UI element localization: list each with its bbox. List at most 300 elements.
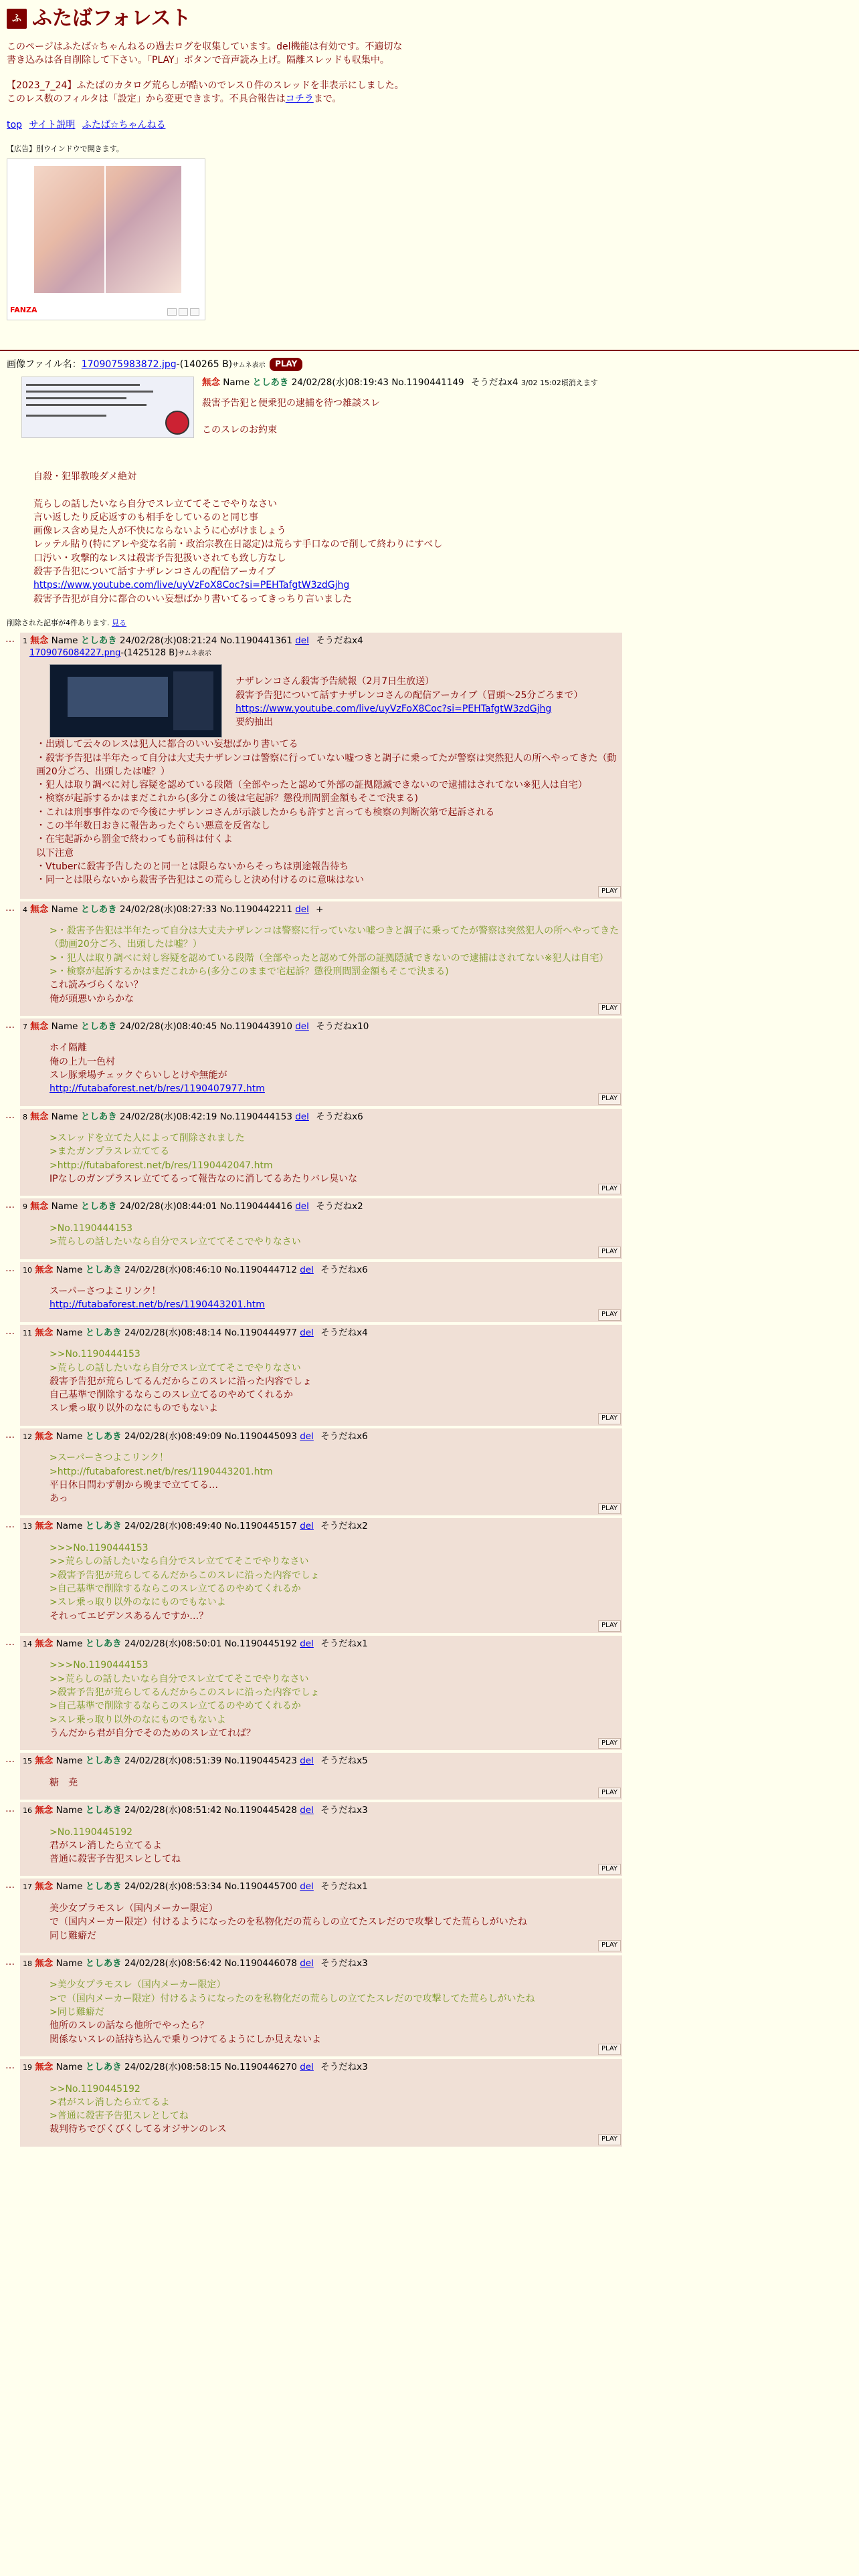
- reply-play-button[interactable]: PLAY: [598, 886, 621, 897]
- op-thumbnail[interactable]: [21, 377, 194, 438]
- reply-thumbnail[interactable]: [50, 664, 222, 738]
- reply-dots: …: [5, 902, 15, 914]
- reply-line: 自己基準で削除するならこのスレ立てるのやめてくれるか: [50, 1390, 293, 1401]
- reply-datetime: 24/02/28(水)08:21:24: [120, 635, 217, 646]
- reply-number[interactable]: No.1190442211: [219, 903, 292, 915]
- reply-line: >普通に殺害予告犯スレとしてね: [50, 2111, 189, 2122]
- intro-paragraph-1: このページはふたば☆ちゃんねるの過去ログを収集しています。del機能は有効です。不適切な書き込みは各自削除して下さい。「PLAY」ボタンで音声読み上げ。隔離スレッドも収集中。: [7, 41, 403, 66]
- reply-line: それってエビデンスあるんですか…？: [50, 1610, 209, 1622]
- reply-dots: …: [5, 1325, 15, 1337]
- nav-top-link[interactable]: top: [7, 119, 22, 130]
- reply-number[interactable]: No.1190445093: [224, 1430, 297, 1442]
- reply-play-button[interactable]: PLAY: [598, 1503, 621, 1515]
- reply-sodane[interactable]: そうだねx3: [320, 1957, 368, 1969]
- reply-del-link[interactable]: del: [295, 1111, 309, 1122]
- reply-wrap: [5, 1018, 859, 1106]
- reply-body: [50, 1902, 622, 1943]
- reply-index: 12: [23, 1432, 32, 1441]
- reply-number[interactable]: No.1190446078: [224, 1957, 297, 1969]
- reply: [20, 1018, 622, 1106]
- reply-header: [23, 1638, 622, 1651]
- reply: [20, 2059, 622, 2147]
- reply-line: ナザレンコさん殺害予告続報（2月7日生放送）: [235, 676, 435, 687]
- reply-number[interactable]: No.1190445428: [224, 1805, 297, 1816]
- reply-line: 裁判待ちでびくびくしてるオジサンのレス: [50, 2124, 227, 2135]
- intro-paragraph-2: [7, 79, 408, 106]
- reply-thumb-note: サムネ表示: [178, 650, 211, 658]
- reply-wrap: [5, 1262, 859, 1322]
- reply-play-button[interactable]: PLAY: [598, 2044, 621, 2055]
- nav-links: [7, 118, 852, 132]
- reply-attachment-text: [235, 664, 583, 738]
- reply-line: うんだから君が自分でそのためのスレ立てれば？: [50, 1727, 256, 1739]
- reply-wrap: [5, 2059, 859, 2147]
- reply-body: [50, 1826, 622, 1866]
- deleted-note: [7, 618, 852, 629]
- reply-subject: 無念: [30, 1111, 49, 1122]
- reply-line: >スレ乗っ取り以外のなにものでもないよ: [50, 1597, 226, 1608]
- reply-body: [50, 1285, 622, 1312]
- reply-wrap: [5, 1198, 859, 1259]
- reply-number[interactable]: No.1190444712: [224, 1264, 297, 1275]
- op-thumb-line: [26, 415, 106, 417]
- reply-datetime: 24/02/28(水)08:50:01: [124, 1638, 222, 1649]
- reply-line: 殺害予告犯について話すナザレンコさんの配信アーカイブ（冒頭〜25分ごろまで）: [235, 689, 583, 701]
- reply-play-button[interactable]: PLAY: [598, 1184, 621, 1195]
- reply-play-button[interactable]: PLAY: [598, 1003, 621, 1014]
- reply-datetime: 24/02/28(水)08:51:39: [124, 1755, 222, 1767]
- reply-datetime: 24/02/28(水)08:27:33: [120, 903, 217, 915]
- reply-name-label: Name: [56, 1881, 83, 1893]
- reply-line: スーパーさつよこリンク！: [50, 1286, 161, 1297]
- reply-dots: …: [5, 1109, 15, 1121]
- reply-name-label: Name: [51, 1111, 78, 1122]
- reply-index: 18: [23, 1959, 32, 1968]
- reply-line: で（国内メーカー限定）付けるようになったのを私物化だの荒らしの立てたスレだので攻撃してた荒らしがいたね: [50, 1917, 527, 1928]
- reply-line: >スレ乗っ取り以外のなにものでもないよ: [50, 1714, 226, 1725]
- reply-number[interactable]: No.1190441361: [219, 635, 292, 646]
- reply-wrap: [5, 1109, 859, 1196]
- reply-name: としあき: [85, 1957, 122, 1969]
- reply-header: [23, 1804, 622, 1818]
- reply-name: としあき: [80, 1111, 117, 1122]
- reply-play-button[interactable]: PLAY: [598, 1620, 621, 1632]
- reply-index: 9: [23, 1202, 27, 1212]
- reply-header: [23, 1327, 622, 1340]
- reply-dots: …: [5, 1880, 15, 1891]
- reply-header: [23, 1881, 622, 1894]
- reply-line: >>No.1190444153: [50, 1349, 140, 1360]
- reply-play-button[interactable]: PLAY: [598, 1940, 621, 1951]
- reply-subject: 無念: [35, 1430, 54, 1442]
- deleted-note-text: 削除された記事が4件あります.: [7, 618, 110, 627]
- reply-name-label: Name: [51, 1201, 78, 1212]
- reply-del-link[interactable]: del: [300, 1881, 314, 1893]
- reply-datetime: 24/02/28(水)08:40:45: [120, 1021, 217, 1032]
- reply-name-label: Name: [56, 2061, 83, 2072]
- reply-name: としあき: [85, 2061, 122, 2072]
- op-line: [33, 484, 852, 498]
- op-youtube-link[interactable]: https://www.youtube.com/live/uyVzFoX8Coc?si=PEHTafgtW3zdGjhg: [33, 580, 350, 591]
- intro-paragraph-2-tail: まで。: [313, 94, 342, 105]
- reply-line: スレ豚乗場チェックぐらいしとけや無能が: [50, 1070, 227, 1081]
- reply-play-button[interactable]: PLAY: [598, 1738, 621, 1749]
- reply-del-link[interactable]: del: [300, 1521, 314, 1532]
- reply-body: [50, 1541, 622, 1623]
- reply-line: >スーパーさつよこリンク！: [50, 1453, 169, 1464]
- reply: [20, 633, 622, 899]
- reply-body: [50, 1451, 622, 1505]
- reply-body: [50, 924, 622, 1006]
- reply-dots: …: [5, 1636, 15, 1648]
- reply-name-label: Name: [56, 1521, 83, 1532]
- reply-line: >>>No.1190444153: [50, 1660, 149, 1671]
- reply-line: >>>No.1190444153: [50, 1543, 149, 1554]
- op-thumb-line: [26, 391, 153, 393]
- reply-play-button[interactable]: PLAY: [598, 1093, 621, 1105]
- reply-name: としあき: [85, 1805, 122, 1816]
- op-name: としあき: [252, 377, 289, 389]
- reply-sodane[interactable]: +: [316, 903, 324, 915]
- reply-name: としあき: [85, 1264, 122, 1275]
- reply-subject: 無念: [35, 1805, 54, 1816]
- reply-subject: 無念: [30, 1201, 49, 1212]
- reply-line: 平日休日問わず朝から晩まで立ててる…: [50, 1479, 218, 1491]
- reply-number[interactable]: No.1190446270: [224, 2061, 297, 2072]
- reply-subject: 無念: [35, 1957, 54, 1969]
- reply-play-button[interactable]: PLAY: [598, 1788, 621, 1799]
- reply-subject: 無念: [35, 1264, 54, 1275]
- reply-line: 君がスレ消したら立てるよ: [50, 1840, 162, 1851]
- intro-text: [7, 40, 408, 106]
- reply: [20, 1325, 622, 1426]
- reply-sodane[interactable]: そうだねx6: [320, 1430, 368, 1442]
- reply-line: 俺の上九一色村: [50, 1056, 115, 1067]
- reply: [20, 1198, 622, 1259]
- reply-line: >荒らしの話したいなら自分でスレ立ててそこでやりなさい: [50, 1237, 301, 1248]
- op-number[interactable]: No.1190441149: [391, 377, 464, 389]
- reply-body: [50, 1222, 622, 1249]
- reply-datetime: 24/02/28(水)08:58:15: [124, 2061, 222, 2072]
- reply-dots: …: [5, 1754, 15, 1765]
- reply-del-link[interactable]: del: [295, 635, 309, 646]
- reply-line: [50, 1298, 622, 1311]
- reply-line: 美少女プラモスレ（国内メーカー限定）: [50, 1903, 218, 1915]
- reply-thread-link[interactable]: http://futabaforest.net/b/res/1190443201.htm: [50, 1299, 265, 1311]
- reply-datetime: 24/02/28(水)08:46:10: [124, 1264, 222, 1275]
- reply-del-link[interactable]: del: [300, 1638, 314, 1649]
- reply-line: >スレッドを立てた人によって削除されました: [50, 1133, 245, 1144]
- reply-number[interactable]: No.1190445700: [224, 1881, 297, 1893]
- reply-index: 17: [23, 1883, 32, 1892]
- reply-line: あっ: [50, 1493, 68, 1505]
- reply-attachment-info: [29, 647, 622, 660]
- reply-wrap: [5, 1753, 859, 1800]
- reply-del-link[interactable]: del: [300, 1755, 314, 1767]
- reply-name-label: Name: [56, 1638, 83, 1649]
- reply-body: [50, 1348, 622, 1415]
- reply-del-link[interactable]: del: [300, 1430, 314, 1442]
- reply-line: ・同一とは限らないから殺害予告犯はこの荒らしと決め付けるのに意味はない: [36, 875, 364, 886]
- reply-del-link[interactable]: del: [295, 1021, 309, 1032]
- reply-line: ・出頭して云々のレスは犯人に都合のいい妄想ばかり書いてる: [36, 739, 298, 750]
- reply-line: これ読みづらくない？: [50, 980, 143, 991]
- reply: [20, 1955, 622, 2056]
- op-datetime: 24/02/28(水)08:19:43: [291, 377, 389, 389]
- reply-line: ・殺害予告犯は半年たって自分は大丈夫ナザレンコは警察に行っていない嘘つきと調子に乗ってたが警察は突然犯人の所へやってきた（動画20分ごろ、出頭したは嘘？）: [36, 752, 617, 777]
- reply: [20, 1753, 622, 1800]
- reply-line: >荒らしの話したいなら自分でスレ立ててそこでやりなさい: [50, 1362, 301, 1374]
- reply-line: 糖 尭: [50, 1777, 78, 1788]
- reply-subject: 無念: [30, 1021, 49, 1032]
- reply-name-label: Name: [56, 1264, 83, 1275]
- reply-line: >No.1190444153: [50, 1222, 133, 1234]
- reply-line: >で（国内メーカー限定）付けるようになったのを私物化だの荒らしの立てたスレだので攻撃してた荒らしがいたね: [50, 1993, 535, 2004]
- reply-body: [50, 1776, 622, 1790]
- op-line: [202, 410, 852, 423]
- reply-line: IPなしのガンプラスレ立ててるって報告なのに消してるあたりバレ臭いな: [50, 1174, 358, 1185]
- reply-datetime: 24/02/28(水)08:48:14: [124, 1327, 222, 1338]
- reply-sodane[interactable]: そうだねx4: [316, 635, 363, 646]
- op-file-link[interactable]: 1709075983872.jpg: [81, 358, 177, 370]
- reply-thread-link[interactable]: http://futabaforest.net/b/res/1190407977.htm: [50, 1083, 265, 1095]
- reply-name: としあき: [85, 1521, 122, 1532]
- reply-name-label: Name: [56, 1957, 83, 1969]
- reply-line: >自己基準で削除するならこのスレ立てるのやめてくれるか: [50, 1583, 301, 1594]
- reply-play-button[interactable]: PLAY: [598, 1309, 621, 1321]
- reply-sodane[interactable]: そうだねx2: [320, 1521, 368, 1532]
- report-link[interactable]: コチラ: [285, 94, 314, 105]
- reply: [20, 1802, 622, 1876]
- reply-line: 以下注意: [36, 847, 74, 859]
- reply-wrap: [5, 1428, 859, 1516]
- op-expiry: 3/02 15:02頃消えます: [520, 379, 598, 388]
- site-title: ふたばフォレスト: [32, 7, 191, 30]
- reply: [20, 1879, 622, 1952]
- nav-about-link[interactable]: サイト説明: [29, 119, 76, 130]
- reply-subject: 無念: [35, 1638, 54, 1649]
- reply: [20, 901, 622, 1016]
- reply-line: 同じ難癖だ: [50, 1930, 96, 1941]
- reply: [20, 1109, 622, 1196]
- reply-number[interactable]: No.1190445423: [224, 1755, 297, 1767]
- reply-line: ・これは刑事事件なので今後にナザレンコさんが示談したからも許すと言っても検察の判断次第で起訴される: [36, 807, 495, 818]
- reply-line: >No.1190445192: [50, 1826, 133, 1838]
- reply-line: 要約抽出: [235, 717, 273, 728]
- reply-del-link[interactable]: del: [295, 1201, 309, 1212]
- op-play-button[interactable]: PLAY: [270, 358, 302, 370]
- reply-line: >>荒らしの話したいなら自分でスレ立ててそこでやりなさい: [50, 1556, 309, 1568]
- reply: [20, 1636, 622, 1750]
- reply-line: >同じ難癖だ: [50, 2007, 104, 2018]
- reply-index: 4: [23, 905, 27, 914]
- reply-sodane[interactable]: そうだねx2: [316, 1201, 363, 1212]
- reply-play-button[interactable]: PLAY: [598, 1864, 621, 1875]
- reply-sodane[interactable]: そうだねx5: [320, 1755, 368, 1767]
- reply-dots: …: [5, 2060, 15, 2071]
- ad-prev-icon[interactable]: [167, 308, 177, 316]
- ad-brand: FANZA: [10, 305, 37, 314]
- reply-name-label: Name: [56, 1755, 83, 1767]
- reply-index: 14: [23, 1639, 32, 1648]
- reply-line: >>荒らしの話したいなら自分でスレ立ててそこでやりなさい: [50, 1673, 309, 1685]
- reply-line: >君がスレ消したら立てるよ: [50, 2097, 170, 2108]
- reply-sodane[interactable]: そうだねx3: [320, 1805, 368, 1816]
- reply-dots: …: [5, 1200, 15, 1211]
- thumb-screen: [68, 677, 168, 717]
- reply: [20, 1518, 622, 1632]
- op-body: [7, 377, 852, 470]
- site-logo[interactable]: ふ: [7, 9, 27, 29]
- reply-line: >美少女プラモスレ（国内メーカー限定）: [50, 1979, 226, 1991]
- reply-del-link[interactable]: del: [300, 2061, 314, 2072]
- op-line: [33, 578, 852, 592]
- reply-name-label: Name: [56, 1430, 83, 1442]
- reply-file-size: -(1425128 B): [120, 648, 179, 659]
- reply-line: ・在宅起訴から罰金で終わっても前科は付くよ: [36, 834, 233, 845]
- op-text-left: [33, 470, 852, 606]
- reply-line: スレ乗っ取り以外のなにものでもないよ: [50, 1403, 218, 1414]
- reply-datetime: 24/02/28(水)08:53:34: [124, 1881, 222, 1893]
- op-file-size: -(140265 B): [176, 358, 233, 370]
- reply-header: [23, 1957, 622, 1971]
- op-line: 殺害予告犯が自分に都合のいい妄想ばかり書いてるってきっちり言いました: [33, 593, 352, 605]
- reply-name: としあき: [85, 1638, 122, 1649]
- reply-sodane[interactable]: そうだねx6: [316, 1111, 363, 1122]
- op-sodane[interactable]: そうだねx4: [470, 377, 518, 389]
- reply-index: 7: [23, 1022, 27, 1031]
- reply-play-button[interactable]: PLAY: [598, 2134, 621, 2145]
- reply-line: 関係ないスレの話持ち込んで乗りつけてるようにしか見えないよ: [50, 2034, 321, 2045]
- reply-file-link[interactable]: 1709076084227.png: [29, 648, 121, 659]
- ad-image[interactable]: [34, 166, 181, 293]
- reply-play-button[interactable]: PLAY: [598, 1247, 621, 1258]
- reply-number[interactable]: No.1190445192: [224, 1638, 297, 1649]
- reply-sodane[interactable]: そうだねx1: [320, 1881, 368, 1893]
- reply-name-label: Name: [51, 903, 78, 915]
- reply-name-label: Name: [56, 1805, 83, 1816]
- reply-del-link[interactable]: del: [295, 903, 309, 915]
- reply-datetime: 24/02/28(水)08:44:01: [120, 1201, 217, 1212]
- ad-area: [7, 144, 852, 320]
- reply-line: >・殺害予告犯は半年たって自分は大丈夫ナザレンコは警察に行っていない嘘つきと調子に乗ってたが警察は突然犯人の所へやってきた（動画20分ごろ、出頭したは嘘？）: [50, 926, 619, 950]
- reply-wrap: [5, 1325, 859, 1426]
- reply-number[interactable]: No.1190444416: [219, 1201, 292, 1212]
- reply-name: としあき: [80, 1021, 117, 1032]
- reply-del-link[interactable]: del: [300, 1957, 314, 1969]
- reply-line: 俺が頭悪いからかな: [50, 993, 134, 1004]
- reply-line: >殺害予告犯が荒らしてるんだからこのスレに沿った内容でしょ: [50, 1570, 320, 1581]
- reply-line: >・犯人は取り調べに対し容疑を認めている段階（全部やったと認めて外部の証拠隠滅できないので逮捕はされてない※犯人は自宅）: [50, 952, 609, 964]
- reply-datetime: 24/02/28(水)08:49:09: [124, 1430, 222, 1442]
- reply-sodane[interactable]: そうだねx4: [320, 1327, 368, 1338]
- reply-subject: 無念: [35, 1521, 54, 1532]
- op-post: [0, 358, 859, 606]
- reply-name-label: Name: [56, 1327, 83, 1338]
- reply-spacer: [23, 887, 622, 897]
- ad-next-icon[interactable]: [190, 308, 199, 316]
- nav-futaba-link[interactable]: ふたば☆ちゃんねる: [82, 119, 166, 130]
- deleted-view-link[interactable]: 見る: [112, 618, 126, 627]
- reply-body: [50, 1041, 622, 1095]
- reply-number[interactable]: No.1190444977: [224, 1327, 297, 1338]
- site-header: [0, 0, 859, 320]
- reply-line: ・この半年数日おきに報告あったぐらい悪意を反省なし: [36, 821, 270, 832]
- ad-pause-icon[interactable]: [179, 308, 188, 316]
- reply-dots: …: [5, 1956, 15, 1967]
- op-line: 自殺・犯罪教唆ダメ絶対: [33, 471, 136, 483]
- op-text-right: [202, 397, 852, 437]
- reply-wrap: [5, 1879, 859, 1952]
- reply-subject: 無念: [35, 2061, 54, 2072]
- reply-line: >http://futabaforest.net/b/res/1190442047.htm: [50, 1160, 273, 1171]
- reply-list: [0, 633, 859, 2147]
- reply-subject: 無念: [30, 635, 49, 646]
- reply-name-label: Name: [51, 635, 78, 646]
- reply-line: >自己基準で削除するならこのスレ立てるのやめてくれるか: [50, 1701, 301, 1712]
- reply-header: [23, 1755, 622, 1768]
- reply: [20, 1428, 622, 1516]
- reply-header: [23, 1264, 622, 1277]
- reply-play-button[interactable]: PLAY: [598, 1413, 621, 1424]
- reply-sodane[interactable]: そうだねx6: [320, 1264, 368, 1275]
- ad-banner[interactable]: [7, 158, 205, 320]
- op-line: 荒らしの話したいなら自分でスレ立ててそこでやりなさい: [33, 498, 277, 510]
- op-line: 殺害予告犯と便乗犯の逮捕を待つ雑談スレ: [202, 397, 380, 409]
- reply-sodane[interactable]: そうだねx1: [320, 1638, 368, 1649]
- reply-number[interactable]: No.1190444153: [219, 1111, 292, 1122]
- reply-header: [23, 1021, 622, 1034]
- reply-dots: …: [5, 1519, 15, 1531]
- reply-subject: 無念: [30, 903, 49, 915]
- reply-del-link[interactable]: del: [300, 1327, 314, 1338]
- reply-name: としあき: [80, 635, 117, 646]
- reply-dots: …: [5, 1019, 15, 1031]
- op-line: 殺害予告犯について話すナザレンコさんの配信アーカイブ: [33, 566, 276, 577]
- reply-header: [23, 2061, 622, 2074]
- reply-index: 11: [23, 1328, 32, 1337]
- reply-body: [36, 738, 622, 887]
- reply-number[interactable]: No.1190443910: [219, 1021, 292, 1032]
- reply-datetime: 24/02/28(水)08:56:42: [124, 1957, 222, 1969]
- reply-header: [23, 1200, 622, 1214]
- reply-attachment-body: [23, 664, 622, 738]
- op-line: 口汚い・攻撃的なレスは殺害予告犯扱いされても致し方なし: [33, 552, 286, 564]
- reply-dots: …: [5, 1263, 15, 1274]
- reply-del-link[interactable]: del: [300, 1264, 314, 1275]
- reply-line: >>No.1190445192: [50, 2083, 140, 2095]
- op-file-label: 画像ファイル名：: [7, 358, 82, 370]
- reply-index: 10: [23, 1265, 32, 1275]
- reply-sodane[interactable]: そうだねx10: [316, 1021, 369, 1032]
- reply-dots: …: [5, 1429, 15, 1440]
- reply-number[interactable]: No.1190445157: [224, 1521, 297, 1532]
- reply-wrap: [5, 1802, 859, 1876]
- reply-index: 13: [23, 1522, 32, 1531]
- reply-name: としあき: [85, 1755, 122, 1767]
- reply-wrap: [5, 1636, 859, 1750]
- op-header: [202, 377, 852, 390]
- reply-body: [50, 1132, 622, 1186]
- reply-subject: 無念: [35, 1881, 54, 1893]
- op-thumb-avatar: [165, 411, 189, 435]
- reply-sodane[interactable]: そうだねx3: [320, 2061, 368, 2072]
- reply-subject: 無念: [35, 1755, 54, 1767]
- reply-wrap: [5, 1518, 859, 1632]
- op-thumb-line: [26, 397, 126, 399]
- reply-del-link[interactable]: del: [300, 1805, 314, 1816]
- reply-youtube-link[interactable]: https://www.youtube.com/live/uyVzFoX8Coc?si=PEHTafgtW3zdGjhg: [235, 703, 552, 714]
